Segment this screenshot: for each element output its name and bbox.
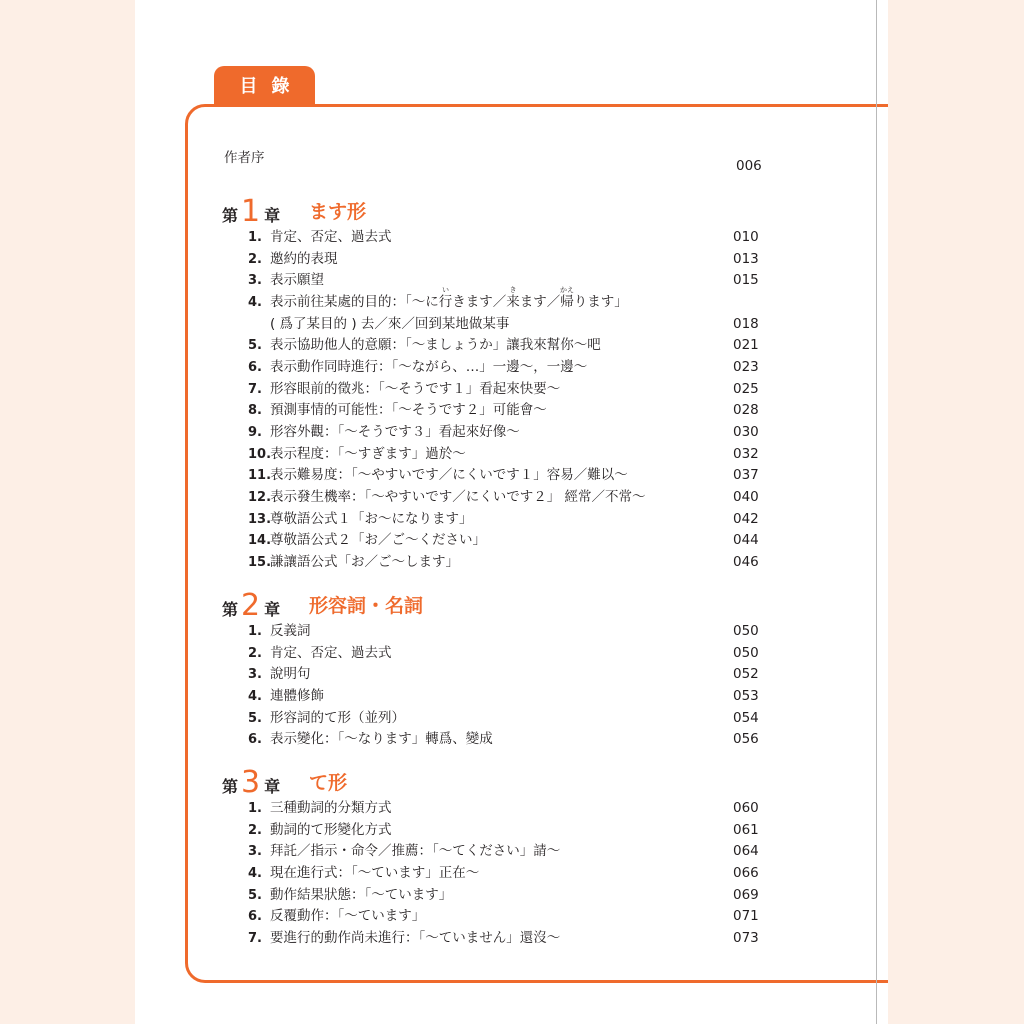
item-title: 尊敬語公式１「お～になります」 (270, 510, 473, 527)
chapter-heading (222, 588, 281, 623)
item-page-number: 021 (733, 337, 759, 354)
chapter-number: 3 (241, 765, 261, 800)
item-page-number: 066 (733, 864, 759, 881)
preface-label: 作者序 (224, 150, 265, 166)
furigana: き (509, 285, 517, 294)
item-page-number: 060 (733, 800, 759, 816)
title-segment: きます／ (452, 293, 507, 310)
item-title: 表示難易度：「～やすいです／にくいです１」容易／難以～ (270, 467, 628, 484)
item-page-number: 032 (733, 445, 759, 462)
item-title: 形容詞的て形（並列） (270, 709, 405, 726)
chapter-heading (222, 765, 281, 800)
ruby-group (560, 285, 574, 310)
toc-item (0, 664, 1024, 686)
item-title: 肯定、否定、過去式 (270, 644, 392, 661)
item-page-number: 073 (733, 929, 759, 946)
item-page-number: 042 (733, 510, 759, 527)
item-number: 3. (248, 667, 262, 683)
item-number: 14. (248, 533, 272, 549)
item-title: 現在進行式：「～ています」正在～ (270, 864, 480, 881)
item-title: 反義詞 (270, 623, 311, 639)
item-number: 1. (248, 230, 262, 245)
item-number: 5. (248, 710, 262, 726)
item-number: 2. (248, 645, 262, 661)
item-title: 反覆動作：「～ています」 (270, 908, 426, 925)
toc-item (0, 530, 1024, 552)
item-page-number: 069 (733, 886, 759, 903)
toc-item (0, 379, 1024, 401)
item-title: 表示協助他人的意願：「～ましょうか」讓我來幫你～吧 (270, 337, 601, 354)
item-page-number: 064 (733, 843, 759, 860)
item-title: 形容眼前的徵兆：「～そうです１」看起來快要～ (270, 380, 561, 397)
item-number: 13. (248, 511, 272, 527)
item-number: 4. (248, 865, 262, 881)
title-segment: ます／ (519, 293, 561, 310)
toc-item (0, 422, 1024, 444)
item-number: 4. (248, 294, 262, 310)
item-number: 2. (248, 822, 262, 838)
toc-item (0, 285, 1024, 314)
item-title: 三種動詞的分類方式 (270, 800, 392, 816)
item-page-number: 040 (733, 488, 759, 505)
item-title: 連體修飾 (270, 687, 324, 704)
item-title: 尊敬語公式２「お／ご～ください」 (270, 532, 486, 549)
toc-item (0, 729, 1024, 751)
item-number: 5. (248, 338, 262, 354)
item-number: 6. (248, 732, 262, 748)
item-title: 拜託／指示・命令／推薦：「～てください」請～ (270, 843, 561, 860)
item-number: 15. (248, 554, 272, 570)
item-page-number: 046 (733, 553, 759, 570)
toc-item (0, 552, 1024, 574)
chapter-title: て形 (309, 772, 348, 794)
chapter-title: 形容詞・名詞 (309, 595, 424, 617)
item-page-number: 023 (733, 358, 759, 375)
item-number: 1. (248, 624, 262, 639)
item-page-number: 018 (733, 315, 759, 332)
ruby-base: 来 (506, 293, 520, 310)
toc-item (0, 906, 1024, 928)
toc-item (0, 885, 1024, 907)
ruby-group (506, 285, 520, 310)
toc-item-continuation (0, 314, 1024, 336)
item-number: 2. (248, 251, 262, 267)
ruby-base: 行 (438, 293, 453, 310)
toc-item (0, 643, 1024, 665)
ruby-base: 帰 (560, 293, 574, 310)
item-number: 7. (248, 930, 262, 946)
toc-item (0, 357, 1024, 379)
item-title-continuation: ( 爲了某目的 ) 去／來／回到某地做某事 (270, 315, 510, 332)
item-title: 預測事情的可能性：「～そうです２」可能會～ (270, 402, 547, 419)
chapter-title: ます形 (309, 201, 367, 223)
item-number: 11. (248, 468, 272, 484)
item-number: 1. (248, 801, 262, 816)
item-page-number: 044 (733, 532, 759, 549)
item-title: 動詞的て形變化方式 (270, 821, 392, 838)
item-number: 10. (248, 446, 272, 462)
item-title: 謙讓語公式「お／ご～します」 (270, 553, 459, 570)
item-number: 8. (248, 403, 262, 419)
contents-tab: 目錄 (214, 66, 315, 107)
chapter-number: 2 (241, 588, 261, 623)
furigana: い (442, 285, 449, 294)
ruby-group (438, 285, 453, 310)
item-title: 表示動作同時進行：「～ながら、…」一邊～，一邊～ (270, 358, 588, 375)
item-number: 7. (248, 381, 262, 397)
title-segment: 表示前往某處的目的：「～に (270, 293, 439, 310)
title-segment: ります」 (573, 293, 628, 310)
item-title: 表示程度：「～すぎます」過於～ (270, 445, 466, 462)
toc-item (0, 249, 1024, 271)
item-page-number: 025 (733, 380, 759, 397)
item-title: 動作結果狀態：「～ています」 (270, 886, 453, 903)
chapter-prefix: 第 (222, 600, 239, 619)
item-page-number: 037 (733, 467, 759, 484)
preface-page-number: 006 (736, 158, 762, 174)
item-number: 4. (248, 688, 262, 704)
toc-item-list (0, 621, 1024, 751)
item-page-number: 015 (733, 272, 759, 289)
toc-item (0, 335, 1024, 357)
item-title: 表示發生機率：「～やすいです／にくいです２」 經常／不常～ (270, 488, 646, 505)
furigana: かえ (560, 285, 574, 294)
chapter-number: 1 (241, 194, 261, 229)
item-number: 3. (248, 273, 262, 289)
item-page-number: 050 (733, 623, 759, 639)
toc-item (0, 798, 1024, 820)
item-number: 5. (248, 887, 262, 903)
item-title: 表示願望 (270, 272, 324, 289)
item-page-number: 053 (733, 687, 759, 704)
item-number: 9. (248, 424, 262, 440)
toc-item (0, 686, 1024, 708)
toc-item (0, 400, 1024, 422)
item-page-number: 061 (733, 821, 759, 838)
item-number: 12. (248, 489, 272, 505)
item-page-number: 054 (733, 709, 759, 726)
item-number: 6. (248, 359, 262, 375)
item-title (270, 285, 628, 314)
toc-item (0, 928, 1024, 950)
item-title: 要進行的動作尚未進行：「～ていません」還沒～ (270, 929, 561, 946)
item-page-number: 013 (733, 250, 759, 267)
toc-item (0, 820, 1024, 842)
item-title: 肯定、否定、過去式 (270, 229, 392, 245)
toc-item-list (0, 227, 1024, 574)
chapter-suffix: 章 (264, 600, 281, 619)
toc-item (0, 444, 1024, 466)
item-page-number: 071 (733, 908, 759, 925)
chapter-prefix: 第 (222, 206, 239, 225)
toc-item (0, 841, 1024, 863)
item-page-number: 028 (733, 402, 759, 419)
item-title: 說明句 (270, 666, 311, 683)
toc-item (0, 863, 1024, 885)
toc-item (0, 621, 1024, 643)
item-page-number: 056 (733, 731, 759, 748)
item-page-number: 050 (733, 644, 759, 661)
toc-item (0, 465, 1024, 487)
item-page-number: 052 (733, 666, 759, 683)
item-number: 3. (248, 844, 262, 860)
item-page-number: 030 (733, 423, 759, 440)
chapter-suffix: 章 (264, 206, 281, 225)
item-title: 表示變化：「～なります」轉爲、變成 (270, 731, 493, 748)
toc-item (0, 487, 1024, 509)
toc-item-list (0, 798, 1024, 950)
toc-item (0, 708, 1024, 730)
item-page-number: 010 (733, 229, 759, 245)
item-title: 形容外觀：「～そうです３」看起來好像～ (270, 423, 520, 440)
item-title: 邀約的表現 (270, 250, 338, 267)
chapter-prefix: 第 (222, 777, 239, 796)
item-number: 6. (248, 909, 262, 925)
toc-item (0, 227, 1024, 249)
chapter-heading (222, 194, 281, 229)
chapter-suffix: 章 (264, 777, 281, 796)
toc-item (0, 509, 1024, 531)
